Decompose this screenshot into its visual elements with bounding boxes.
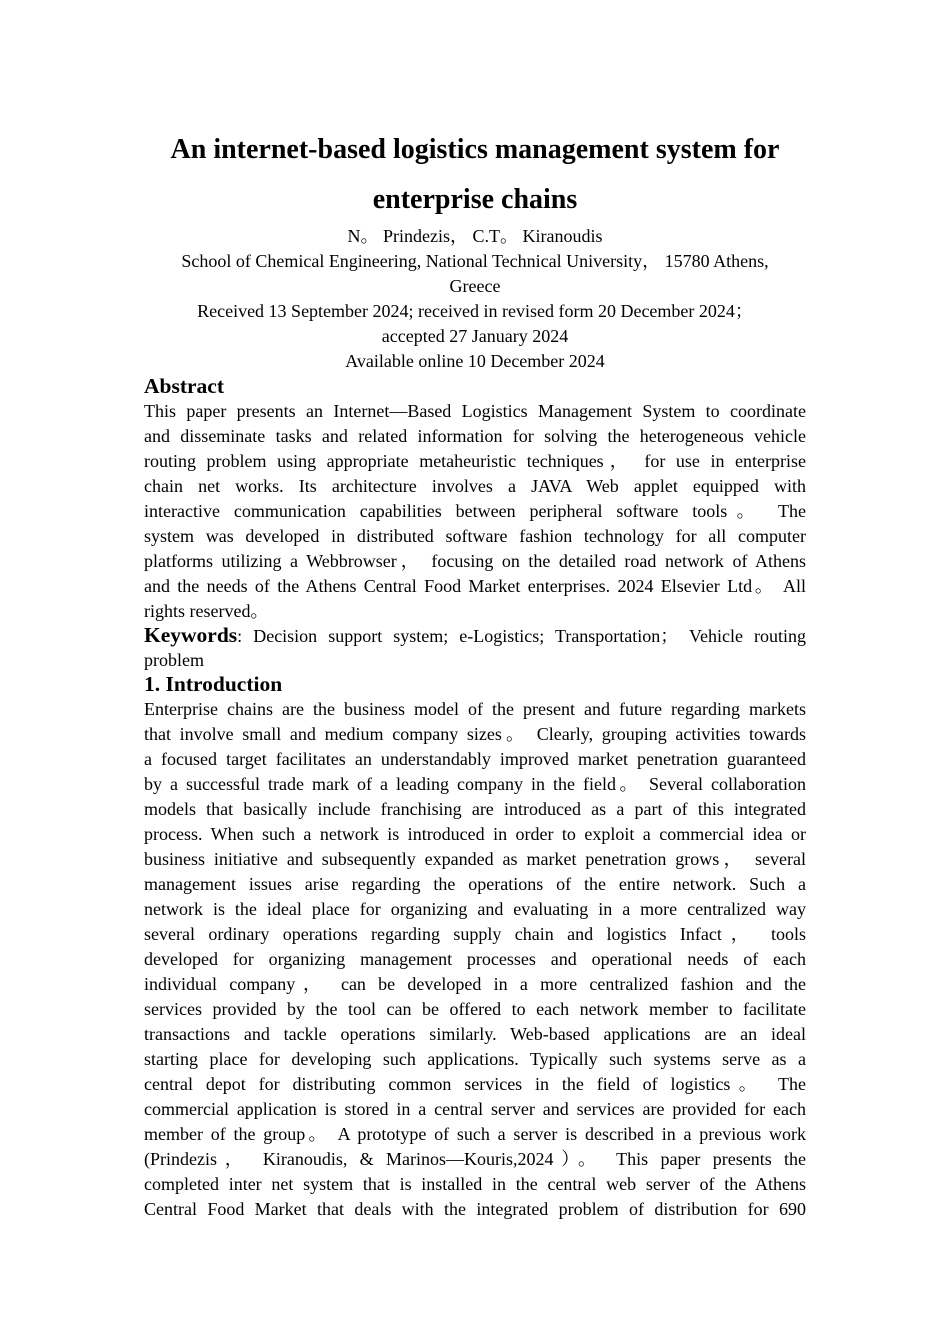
intro-line: network is the ideal place for organizing and evaluating in a more centralized way bbox=[144, 899, 806, 919]
abstract-line: system was developed in distributed software fashion technology for all computer bbox=[144, 526, 806, 546]
abstract-line: interactive communication capabilities between peripheral software tools。 The bbox=[144, 501, 806, 521]
intro-line: (Prindezis， Kiranoudis, & Marinos—Kouris,2024）。 This paper presents the bbox=[144, 1149, 806, 1169]
keywords-block bbox=[144, 623, 806, 673]
intro-line: transactions and tackle operations similarly. Web-based applications are an ideal bbox=[144, 1024, 806, 1044]
intro-line: services provided by the tool can be offered to each network member to facilitate bbox=[144, 999, 806, 1019]
abstract-heading: Abstract bbox=[144, 374, 225, 398]
abstract-line: rights reserved。 bbox=[144, 601, 269, 621]
abstract-line: chain net works. Its architecture involves a JAVA Web applet equipped with bbox=[144, 476, 806, 496]
abstract-body bbox=[144, 399, 806, 624]
affiliation-line-2: Greece bbox=[449, 276, 501, 296]
intro-line: by a successful trade mark of a leading company in the field。 Several collaboration bbox=[144, 774, 806, 794]
intro-line: management issues arise regarding the operations of the entire network. Such a bbox=[144, 874, 806, 894]
abstract-line: routing problem using appropriate metaheuristic techniques， for use in enterprise bbox=[144, 451, 806, 471]
abstract-line: platforms utilizing a Webbrowser， focusing on the detailed road network of Athens bbox=[144, 551, 806, 571]
keywords-list: : Decision support system; e-Logistics; Transportation； Vehicle routing bbox=[237, 626, 806, 646]
intro-line: that involve small and medium company sizes。 Clearly, grouping activities towards bbox=[144, 724, 806, 744]
abstract-line: This paper presents an Internet—Based Logistics Management System to coordinate bbox=[144, 401, 806, 421]
intro-line: Enterprise chains are the business model of the present and future regarding markets bbox=[144, 699, 806, 719]
intro-line: models that basically include franchising are introduced as a part of this integrated bbox=[144, 799, 806, 819]
introduction-heading: 1. Introduction bbox=[144, 672, 283, 696]
intro-line: member of the group。 A prototype of such a server is described in a previous work bbox=[144, 1124, 806, 1144]
intro-line: several ordinary operations regarding supply chain and logistics Infact， tools bbox=[144, 924, 806, 944]
keywords-line-2: problem bbox=[144, 650, 204, 670]
available-online: Available online 10 December 2024 bbox=[345, 351, 605, 371]
intro-line: completed inter net system that is installed in the central web server of the Athens bbox=[144, 1174, 806, 1194]
received-dates-line-2: accepted 27 January 2024 bbox=[381, 326, 569, 346]
introduction-body bbox=[144, 697, 806, 1222]
intro-line: process. When such a network is introduced in order to exploit a commercial idea or bbox=[144, 824, 806, 844]
intro-line: a focused target facilitates an understandably improved market penetration guaranteed bbox=[144, 749, 806, 769]
intro-line: central depot for distributing common services in the field of logistics。 The bbox=[144, 1074, 806, 1094]
abstract-line: and disseminate tasks and related information for solving the heterogeneous vehicle bbox=[144, 426, 806, 446]
affiliation-line-1: School of Chemical Engineering, National Technical University， 15780 Athens, bbox=[181, 251, 769, 271]
intro-line: developed for organizing management processes and operational needs of each bbox=[144, 949, 806, 969]
intro-line: commercial application is stored in a central server and services are provided for each bbox=[144, 1099, 806, 1119]
intro-line: Central Food Market that deals with the integrated problem of distribution for 690 bbox=[144, 1199, 806, 1219]
abstract-line: and the needs of the Athens Central Food Market enterprises. 2024 Elsevier Ltd。 All bbox=[144, 576, 806, 596]
intro-line: individual company， can be developed in a more centralized fashion and the bbox=[144, 974, 806, 994]
paper-title-line-1: An internet-based logistics management system for bbox=[170, 134, 780, 165]
keywords-label: Keywords bbox=[144, 623, 238, 647]
received-dates-line-1: Received 13 September 2024; received in revised form 20 December 2024； bbox=[197, 301, 753, 321]
paper-title-line-2: enterprise chains bbox=[372, 184, 578, 215]
intro-line: starting place for developing such applications. Typically such systems serve as a bbox=[144, 1049, 806, 1069]
authors: N。 Prindezis， C.T。 Kiranoudis bbox=[347, 226, 603, 246]
intro-line: business initiative and subsequently expanded as market penetration grows， several bbox=[144, 849, 806, 869]
keywords-line-1 bbox=[144, 623, 806, 648]
